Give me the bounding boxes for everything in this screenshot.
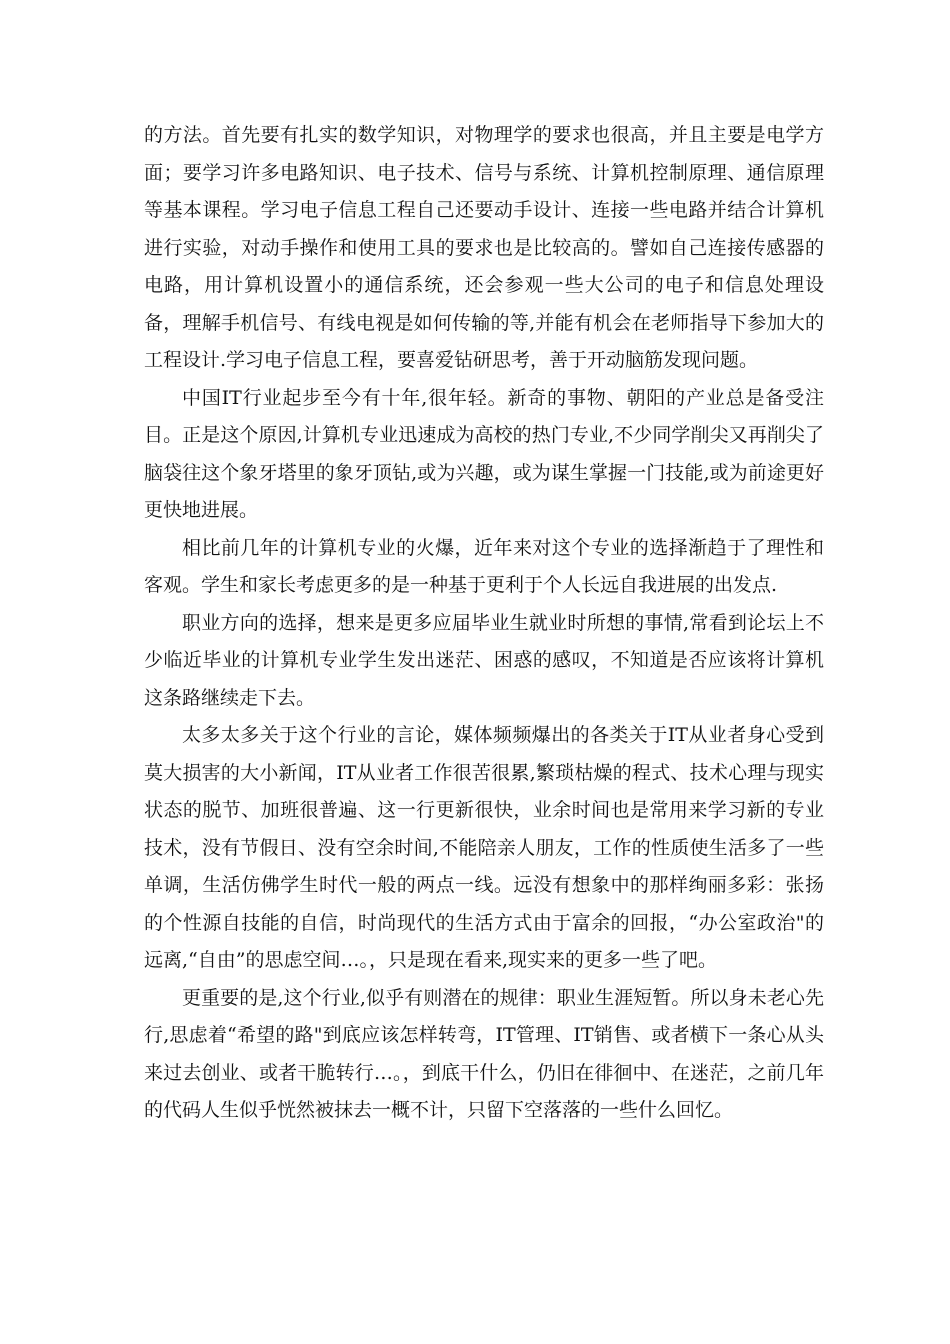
paragraph-rational-choice: 相比前几年的计算机专业的火爆，近年来对这个专业的选择渐趋于了理性和客观。学生和家长考虑更多的是一种基于更利于个人长远自我进展的出发点.: [144, 536, 824, 596]
paragraph-industry-reality: 太多太多关于这个行业的言论，媒体频频爆出的各类关于IT从业者身心受到莫大损害的大小新闻，IT从业者工作很苦很累,繁琐枯燥的程式、技术心理与现实状态的脱节、加班很普遍、这一行更新很快，业余时间也是常用来学习新的专业技术，没有节假日、没有空余时间,不能陪亲人朋友，工作的性质使生活多了一些单调，生活仿佛学生时代一般的两点一线。远没有想象中的那样绚丽多彩：张扬的个性源自技能的自信，时尚现代的生活方式由于富余的回报，“办公室政治"的远离,“自由”的思虑空间…。，只是现在看来,现实来的更多一些了吧。: [144, 724, 824, 971]
paragraph-it-industry: 中国IT行业起步至今有十年,很年轻。新奇的事物、朝阳的产业总是备受注目。正是这个原因,计算机专业迅速成为高校的热门专业,不少同学削尖又再削尖了脑袋往这个象牙塔里的象牙顶钻,或为兴趣，或为谋生掌握一门技能,或为前途更好更快地进展。: [144, 386, 824, 521]
paragraph-continuation: 的方法。首先要有扎实的数学知识，对物理学的要求也很高，并且主要是电学方面；要学习许多电路知识、电子技术、信号与系统、计算机控制原理、通信原理等基本课程。学习电子信息工程自己还要动手设计、连接一些电路并结合计算机进行实验，对动手操作和使用工具的要求也是比较高的。譬如自己连接传感器的电路，用计算机设置小的通信系统，还会参观一些大公司的电子和信息处理设备，理解手机信号、有线电视是如何传输的等,并能有机会在老师指导下参加大的工程设计.学习电子信息工程，要喜爱钻研思考，善于开动脑筋发现问题。: [144, 124, 824, 371]
document-body: [144, 117, 824, 1130]
paragraph-career-short: 更重要的是,这个行业,似乎有则潜在的规律：职业生涯短暂。所以身未老心先行,思虑着“希望的路"到底应该怎样转弯，IT管理、IT销售、或者横下一条心从头来过去创业、或者干脆转行…。，到底干什么，仍旧在徘徊中、在迷茫，之前几年的代码人生似乎恍然被抹去一概不计，只留下空落落的一些什么回忆。: [144, 986, 824, 1121]
paragraph-career-direction: 职业方向的选择，想来是更多应届毕业生就业时所想的事情,常看到论坛上不少临近毕业的计算机专业学生发出迷茫、困惑的感叹，不知道是否应该将计算机这条路继续走下去。: [144, 611, 824, 709]
